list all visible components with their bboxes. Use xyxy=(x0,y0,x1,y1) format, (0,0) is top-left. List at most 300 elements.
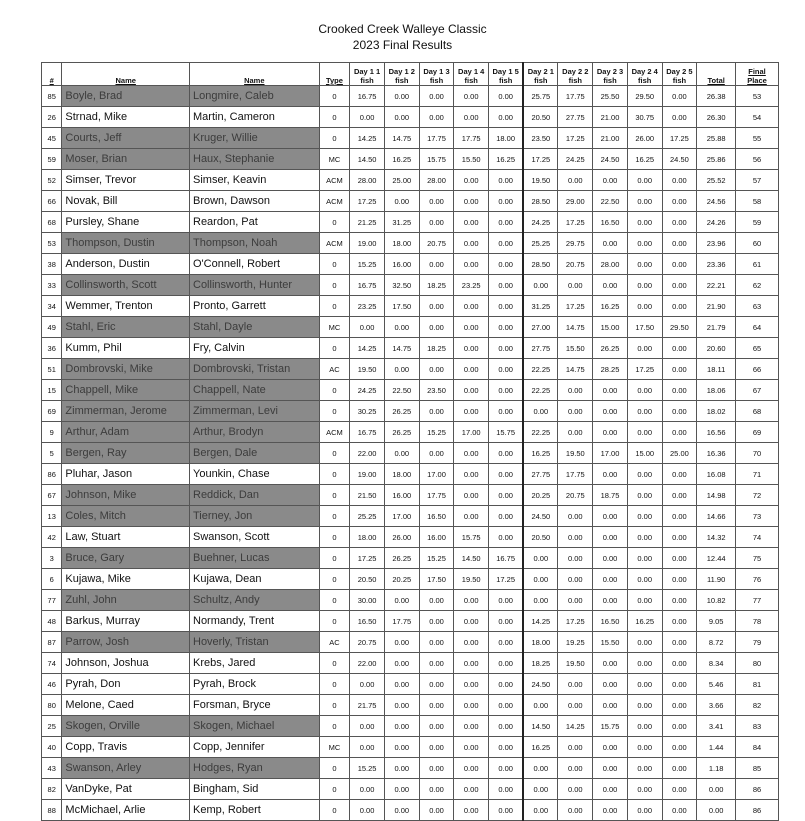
day1-fish2-weight: 0.00 xyxy=(384,800,419,821)
day1-fish3-weight: 18.25 xyxy=(419,338,454,359)
day1-fish3-weight: 0.00 xyxy=(419,800,454,821)
final-place: 83 xyxy=(736,716,779,737)
angler-name-1: Swanson, Arley xyxy=(62,758,190,779)
day1-fish2-weight: 26.25 xyxy=(384,401,419,422)
day1-fish5-weight: 16.75 xyxy=(489,548,524,569)
day2-fish3-weight: 25.50 xyxy=(593,86,628,107)
table-row xyxy=(42,170,779,191)
entry-type: AC xyxy=(319,632,350,653)
angler-name-2: Dombrovski, Tristan xyxy=(190,359,320,380)
day2-fish2-weight: 14.75 xyxy=(558,317,593,338)
day1-fish4-weight: 0.00 xyxy=(454,317,489,338)
day1-fish5-weight: 0.00 xyxy=(489,86,524,107)
angler-name-1: Arthur, Adam xyxy=(62,422,190,443)
day2-fish2-weight: 0.00 xyxy=(558,569,593,590)
day2-fish2-weight: 0.00 xyxy=(558,275,593,296)
day1-fish3-weight: 17.50 xyxy=(419,569,454,590)
day2-fish5-weight: 0.00 xyxy=(662,296,697,317)
day2-fish5-weight: 0.00 xyxy=(662,695,697,716)
day2-fish1-weight: 24.50 xyxy=(523,674,558,695)
day1-fish2-weight: 0.00 xyxy=(384,737,419,758)
entry-number: 82 xyxy=(42,779,62,800)
day2-fish4-weight: 29.50 xyxy=(627,86,662,107)
final-place: 76 xyxy=(736,569,779,590)
entry-type: ACM xyxy=(319,233,350,254)
entry-number: 68 xyxy=(42,212,62,233)
table-row xyxy=(42,107,779,128)
day1-fish2-weight: 17.50 xyxy=(384,296,419,317)
day1-fish3-weight: 0.00 xyxy=(419,86,454,107)
angler-name-2: Bingham, Sid xyxy=(190,779,320,800)
final-place: 70 xyxy=(736,443,779,464)
day1-fish5-weight: 0.00 xyxy=(489,527,524,548)
final-place: 65 xyxy=(736,338,779,359)
angler-name-1: Pyrah, Don xyxy=(62,674,190,695)
entry-type: 0 xyxy=(319,569,350,590)
day2-fish4-weight: 0.00 xyxy=(627,506,662,527)
angler-name-1: Dombrovski, Mike xyxy=(62,359,190,380)
day2-fish4-weight: 17.50 xyxy=(627,317,662,338)
table-row xyxy=(42,212,779,233)
day2-fish2-weight: 0.00 xyxy=(558,674,593,695)
document-title: Crooked Creek Walleye Classic xyxy=(318,22,487,36)
final-place: 56 xyxy=(736,149,779,170)
day1-fish2-weight: 0.00 xyxy=(384,107,419,128)
day2-fish3-weight: 21.00 xyxy=(593,128,628,149)
angler-name-1: Chappell, Mike xyxy=(62,380,190,401)
entry-type: 0 xyxy=(319,128,350,149)
header-day2-fish5: Day 2 5 fish xyxy=(662,63,697,86)
day2-fish4-weight: 17.25 xyxy=(627,359,662,380)
day1-fish5-weight: 0.00 xyxy=(489,779,524,800)
day1-fish3-weight: 0.00 xyxy=(419,632,454,653)
day2-fish3-weight: 0.00 xyxy=(593,380,628,401)
day2-fish1-weight: 28.50 xyxy=(523,191,558,212)
table-row xyxy=(42,254,779,275)
day2-fish4-weight: 0.00 xyxy=(627,758,662,779)
entry-number: 74 xyxy=(42,653,62,674)
day2-fish1-weight: 31.25 xyxy=(523,296,558,317)
angler-name-2: Hodges, Ryan xyxy=(190,758,320,779)
day2-fish4-weight: 0.00 xyxy=(627,485,662,506)
entry-number: 3 xyxy=(42,548,62,569)
day1-fish3-weight: 28.00 xyxy=(419,170,454,191)
day2-fish3-weight: 0.00 xyxy=(593,401,628,422)
angler-name-1: Melone, Caed xyxy=(62,695,190,716)
final-place: 69 xyxy=(736,422,779,443)
day1-fish5-weight: 0.00 xyxy=(489,695,524,716)
day2-fish4-weight: 0.00 xyxy=(627,737,662,758)
final-place: 77 xyxy=(736,590,779,611)
day2-fish4-weight: 0.00 xyxy=(627,632,662,653)
day1-fish4-weight: 0.00 xyxy=(454,653,489,674)
day1-fish1-weight: 30.00 xyxy=(350,590,385,611)
day1-fish2-weight: 20.25 xyxy=(384,569,419,590)
table-row xyxy=(42,422,779,443)
day2-fish3-weight: 16.25 xyxy=(593,296,628,317)
day1-fish5-weight: 0.00 xyxy=(489,737,524,758)
day1-fish5-weight: 0.00 xyxy=(489,716,524,737)
day2-fish2-weight: 17.25 xyxy=(558,128,593,149)
table-row xyxy=(42,149,779,170)
day1-fish1-weight: 15.25 xyxy=(350,758,385,779)
final-place: 60 xyxy=(736,233,779,254)
angler-name-2: Schultz, Andy xyxy=(190,590,320,611)
total-weight: 9.05 xyxy=(697,611,736,632)
day2-fish4-weight: 0.00 xyxy=(627,779,662,800)
entry-type: MC xyxy=(319,317,350,338)
day2-fish5-weight: 0.00 xyxy=(662,338,697,359)
day1-fish3-weight: 18.25 xyxy=(419,275,454,296)
entry-type: 0 xyxy=(319,506,350,527)
day1-fish3-weight: 15.25 xyxy=(419,422,454,443)
table-row xyxy=(42,233,779,254)
total-weight: 25.86 xyxy=(697,149,736,170)
entry-type: 0 xyxy=(319,464,350,485)
day2-fish5-weight: 0.00 xyxy=(662,212,697,233)
day2-fish1-weight: 22.25 xyxy=(523,359,558,380)
entry-type: 0 xyxy=(319,674,350,695)
entry-number: 42 xyxy=(42,527,62,548)
day1-fish4-weight: 15.75 xyxy=(454,527,489,548)
angler-name-2: Longmire, Caleb xyxy=(190,86,320,107)
day2-fish2-weight: 14.25 xyxy=(558,716,593,737)
angler-name-1: Courts, Jeff xyxy=(62,128,190,149)
day1-fish2-weight: 14.75 xyxy=(384,338,419,359)
day2-fish4-weight: 0.00 xyxy=(627,191,662,212)
day2-fish1-weight: 0.00 xyxy=(523,800,558,821)
day1-fish3-weight: 17.75 xyxy=(419,485,454,506)
entry-type: ACM xyxy=(319,170,350,191)
entry-type: 0 xyxy=(319,758,350,779)
day2-fish1-weight: 0.00 xyxy=(523,401,558,422)
day2-fish3-weight: 18.75 xyxy=(593,485,628,506)
table-row xyxy=(42,296,779,317)
entry-type: 0 xyxy=(319,107,350,128)
day2-fish4-weight: 0.00 xyxy=(627,527,662,548)
day1-fish4-weight: 0.00 xyxy=(454,170,489,191)
day1-fish4-weight: 23.25 xyxy=(454,275,489,296)
angler-name-2: Kemp, Robert xyxy=(190,800,320,821)
entry-type: 0 xyxy=(319,338,350,359)
day2-fish5-weight: 0.00 xyxy=(662,674,697,695)
entry-type: 0 xyxy=(319,779,350,800)
day1-fish1-weight: 17.25 xyxy=(350,191,385,212)
day1-fish1-weight: 21.75 xyxy=(350,695,385,716)
day1-fish1-weight: 0.00 xyxy=(350,107,385,128)
day2-fish4-weight: 0.00 xyxy=(627,569,662,590)
day1-fish5-weight: 0.00 xyxy=(489,758,524,779)
total-weight: 14.66 xyxy=(697,506,736,527)
angler-name-2: Reddick, Dan xyxy=(190,485,320,506)
entry-number: 77 xyxy=(42,590,62,611)
angler-name-1: Johnson, Joshua xyxy=(62,653,190,674)
day2-fish5-weight: 17.25 xyxy=(662,128,697,149)
day1-fish2-weight: 0.00 xyxy=(384,191,419,212)
day1-fish4-weight: 0.00 xyxy=(454,485,489,506)
day2-fish1-weight: 25.75 xyxy=(523,86,558,107)
entry-number: 38 xyxy=(42,254,62,275)
angler-name-2: Fry, Calvin xyxy=(190,338,320,359)
day1-fish5-weight: 0.00 xyxy=(489,359,524,380)
day1-fish2-weight: 18.00 xyxy=(384,464,419,485)
table-row xyxy=(42,527,779,548)
angler-name-1: Boyle, Brad xyxy=(62,86,190,107)
day1-fish4-weight: 0.00 xyxy=(454,674,489,695)
day2-fish1-weight: 24.50 xyxy=(523,506,558,527)
day2-fish4-weight: 0.00 xyxy=(627,590,662,611)
day2-fish4-weight: 15.00 xyxy=(627,443,662,464)
day2-fish3-weight: 0.00 xyxy=(593,569,628,590)
day2-fish4-weight: 0.00 xyxy=(627,233,662,254)
day2-fish2-weight: 20.75 xyxy=(558,485,593,506)
day2-fish3-weight: 0.00 xyxy=(593,695,628,716)
day2-fish3-weight: 0.00 xyxy=(593,737,628,758)
day1-fish4-weight: 0.00 xyxy=(454,779,489,800)
day1-fish2-weight: 0.00 xyxy=(384,443,419,464)
day2-fish3-weight: 0.00 xyxy=(593,527,628,548)
day2-fish2-weight: 17.25 xyxy=(558,296,593,317)
day1-fish4-weight: 0.00 xyxy=(454,338,489,359)
day1-fish5-weight: 0.00 xyxy=(489,653,524,674)
total-weight: 10.82 xyxy=(697,590,736,611)
day1-fish5-weight: 0.00 xyxy=(489,632,524,653)
final-place: 74 xyxy=(736,527,779,548)
day2-fish5-weight: 0.00 xyxy=(662,548,697,569)
day2-fish1-weight: 25.25 xyxy=(523,233,558,254)
day1-fish4-weight: 19.50 xyxy=(454,569,489,590)
day1-fish5-weight: 0.00 xyxy=(489,317,524,338)
entry-number: 25 xyxy=(42,716,62,737)
entry-number: 48 xyxy=(42,611,62,632)
day1-fish3-weight: 0.00 xyxy=(419,443,454,464)
day2-fish2-weight: 17.25 xyxy=(558,212,593,233)
day2-fish3-weight: 0.00 xyxy=(593,779,628,800)
total-weight: 20.60 xyxy=(697,338,736,359)
table-row xyxy=(42,485,779,506)
total-weight: 16.08 xyxy=(697,464,736,485)
day2-fish2-weight: 0.00 xyxy=(558,506,593,527)
total-weight: 5.46 xyxy=(697,674,736,695)
day1-fish1-weight: 0.00 xyxy=(350,674,385,695)
day2-fish1-weight: 14.50 xyxy=(523,716,558,737)
day1-fish2-weight: 0.00 xyxy=(384,695,419,716)
day2-fish1-weight: 22.25 xyxy=(523,380,558,401)
total-weight: 18.02 xyxy=(697,401,736,422)
day1-fish3-weight: 0.00 xyxy=(419,716,454,737)
entry-type: 0 xyxy=(319,590,350,611)
day1-fish5-weight: 0.00 xyxy=(489,254,524,275)
entry-number: 6 xyxy=(42,569,62,590)
day2-fish5-weight: 0.00 xyxy=(662,758,697,779)
day2-fish2-weight: 0.00 xyxy=(558,548,593,569)
day2-fish1-weight: 27.00 xyxy=(523,317,558,338)
day1-fish3-weight: 23.50 xyxy=(419,380,454,401)
day2-fish5-weight: 0.00 xyxy=(662,254,697,275)
day2-fish2-weight: 24.25 xyxy=(558,149,593,170)
day1-fish2-weight: 0.00 xyxy=(384,359,419,380)
total-weight: 14.32 xyxy=(697,527,736,548)
entry-type: 0 xyxy=(319,212,350,233)
entry-number: 87 xyxy=(42,632,62,653)
day2-fish2-weight: 20.75 xyxy=(558,254,593,275)
entry-type: 0 xyxy=(319,653,350,674)
day2-fish2-weight: 19.50 xyxy=(558,653,593,674)
day1-fish2-weight: 0.00 xyxy=(384,653,419,674)
day1-fish2-weight: 0.00 xyxy=(384,590,419,611)
day1-fish4-weight: 0.00 xyxy=(454,191,489,212)
entry-type: 0 xyxy=(319,275,350,296)
total-weight: 12.44 xyxy=(697,548,736,569)
angler-name-1: Pluhar, Jason xyxy=(62,464,190,485)
day2-fish5-weight: 29.50 xyxy=(662,317,697,338)
header-day2-fish3: Day 2 3 fish xyxy=(593,63,628,86)
day2-fish1-weight: 0.00 xyxy=(523,548,558,569)
day1-fish4-weight: 0.00 xyxy=(454,695,489,716)
angler-name-2: Chappell, Nate xyxy=(190,380,320,401)
day2-fish3-weight: 0.00 xyxy=(593,275,628,296)
entry-number: 51 xyxy=(42,359,62,380)
day1-fish5-weight: 0.00 xyxy=(489,233,524,254)
day2-fish5-weight: 0.00 xyxy=(662,86,697,107)
day2-fish5-weight: 0.00 xyxy=(662,569,697,590)
day1-fish4-weight: 0.00 xyxy=(454,107,489,128)
day2-fish3-weight: 0.00 xyxy=(593,233,628,254)
entry-number: 26 xyxy=(42,107,62,128)
day1-fish1-weight: 22.00 xyxy=(350,443,385,464)
angler-name-1: Zimmerman, Jerome xyxy=(62,401,190,422)
angler-name-2: Martin, Cameron xyxy=(190,107,320,128)
total-weight: 21.79 xyxy=(697,317,736,338)
total-weight: 3.66 xyxy=(697,695,736,716)
header-day2-fish4: Day 2 4 fish xyxy=(627,63,662,86)
day2-fish2-weight: 0.00 xyxy=(558,527,593,548)
total-weight: 16.56 xyxy=(697,422,736,443)
final-place: 71 xyxy=(736,464,779,485)
day2-fish2-weight: 0.00 xyxy=(558,695,593,716)
day1-fish4-weight: 17.00 xyxy=(454,422,489,443)
entry-number: 33 xyxy=(42,275,62,296)
day1-fish4-weight: 0.00 xyxy=(454,590,489,611)
entry-number: 15 xyxy=(42,380,62,401)
day2-fish4-weight: 0.00 xyxy=(627,653,662,674)
final-place: 73 xyxy=(736,506,779,527)
day1-fish4-weight: 14.50 xyxy=(454,548,489,569)
total-weight: 0.00 xyxy=(697,800,736,821)
angler-name-2: Reardon, Pat xyxy=(190,212,320,233)
angler-name-2: Arthur, Brodyn xyxy=(190,422,320,443)
table-row xyxy=(42,380,779,401)
header-day1-fish5: Day 1 5 fish xyxy=(489,63,524,86)
entry-number: 46 xyxy=(42,674,62,695)
final-place: 64 xyxy=(736,317,779,338)
day2-fish1-weight: 18.25 xyxy=(523,653,558,674)
day2-fish2-weight: 0.00 xyxy=(558,380,593,401)
day1-fish1-weight: 14.25 xyxy=(350,338,385,359)
day2-fish3-weight: 0.00 xyxy=(593,800,628,821)
angler-name-1: Collinsworth, Scott xyxy=(62,275,190,296)
day2-fish4-weight: 0.00 xyxy=(627,401,662,422)
final-place: 78 xyxy=(736,611,779,632)
entry-type: 0 xyxy=(319,443,350,464)
day2-fish5-weight: 0.00 xyxy=(662,170,697,191)
total-weight: 11.90 xyxy=(697,569,736,590)
total-weight: 8.72 xyxy=(697,632,736,653)
day2-fish3-weight: 15.75 xyxy=(593,716,628,737)
day1-fish3-weight: 15.25 xyxy=(419,548,454,569)
angler-name-1: Copp, Travis xyxy=(62,737,190,758)
day1-fish2-weight: 0.00 xyxy=(384,674,419,695)
final-place: 53 xyxy=(736,86,779,107)
angler-name-2: Swanson, Scott xyxy=(190,527,320,548)
table-row xyxy=(42,674,779,695)
day1-fish3-weight: 0.00 xyxy=(419,737,454,758)
table-row xyxy=(42,611,779,632)
angler-name-1: Wemmer, Trenton xyxy=(62,296,190,317)
table-row xyxy=(42,758,779,779)
angler-name-1: Coles, Mitch xyxy=(62,506,190,527)
day1-fish1-weight: 19.50 xyxy=(350,359,385,380)
angler-name-2: Buehner, Lucas xyxy=(190,548,320,569)
entry-type: 0 xyxy=(319,485,350,506)
day1-fish1-weight: 15.25 xyxy=(350,254,385,275)
day2-fish5-weight: 0.00 xyxy=(662,401,697,422)
header-day1-fish4: Day 1 4 fish xyxy=(454,63,489,86)
day1-fish2-weight: 16.25 xyxy=(384,149,419,170)
day1-fish3-weight: 17.00 xyxy=(419,464,454,485)
day1-fish3-weight: 0.00 xyxy=(419,695,454,716)
final-place: 58 xyxy=(736,191,779,212)
day2-fish5-weight: 0.00 xyxy=(662,611,697,632)
entry-number: 36 xyxy=(42,338,62,359)
day1-fish3-weight: 0.00 xyxy=(419,779,454,800)
day2-fish3-weight: 16.50 xyxy=(593,611,628,632)
angler-name-1: Anderson, Dustin xyxy=(62,254,190,275)
day1-fish4-weight: 0.00 xyxy=(454,758,489,779)
day2-fish5-weight: 0.00 xyxy=(662,590,697,611)
day2-fish5-weight: 0.00 xyxy=(662,191,697,212)
table-row xyxy=(42,737,779,758)
day1-fish4-weight: 17.75 xyxy=(454,128,489,149)
day2-fish2-weight: 14.75 xyxy=(558,359,593,380)
header-name2: Name xyxy=(190,63,320,86)
document-subtitle: 2023 Final Results xyxy=(352,38,453,52)
day2-fish3-weight: 0.00 xyxy=(593,170,628,191)
day1-fish1-weight: 14.25 xyxy=(350,128,385,149)
entry-number: 40 xyxy=(42,737,62,758)
day1-fish2-weight: 0.00 xyxy=(384,86,419,107)
day2-fish4-weight: 26.00 xyxy=(627,128,662,149)
day1-fish1-weight: 14.50 xyxy=(350,149,385,170)
day1-fish1-weight: 25.25 xyxy=(350,506,385,527)
day1-fish1-weight: 21.50 xyxy=(350,485,385,506)
day1-fish2-weight: 17.75 xyxy=(384,611,419,632)
day2-fish1-weight: 14.25 xyxy=(523,611,558,632)
day2-fish4-weight: 16.25 xyxy=(627,611,662,632)
total-weight: 22.21 xyxy=(697,275,736,296)
day1-fish4-weight: 0.00 xyxy=(454,737,489,758)
day1-fish1-weight: 0.00 xyxy=(350,800,385,821)
day2-fish2-weight: 0.00 xyxy=(558,401,593,422)
angler-name-1: Moser, Brian xyxy=(62,149,190,170)
day2-fish4-weight: 0.00 xyxy=(627,170,662,191)
day1-fish5-weight: 0.00 xyxy=(489,275,524,296)
table-row xyxy=(42,632,779,653)
day2-fish2-weight: 15.50 xyxy=(558,338,593,359)
day2-fish3-weight: 22.50 xyxy=(593,191,628,212)
day1-fish5-weight: 0.00 xyxy=(489,800,524,821)
day2-fish2-weight: 0.00 xyxy=(558,170,593,191)
